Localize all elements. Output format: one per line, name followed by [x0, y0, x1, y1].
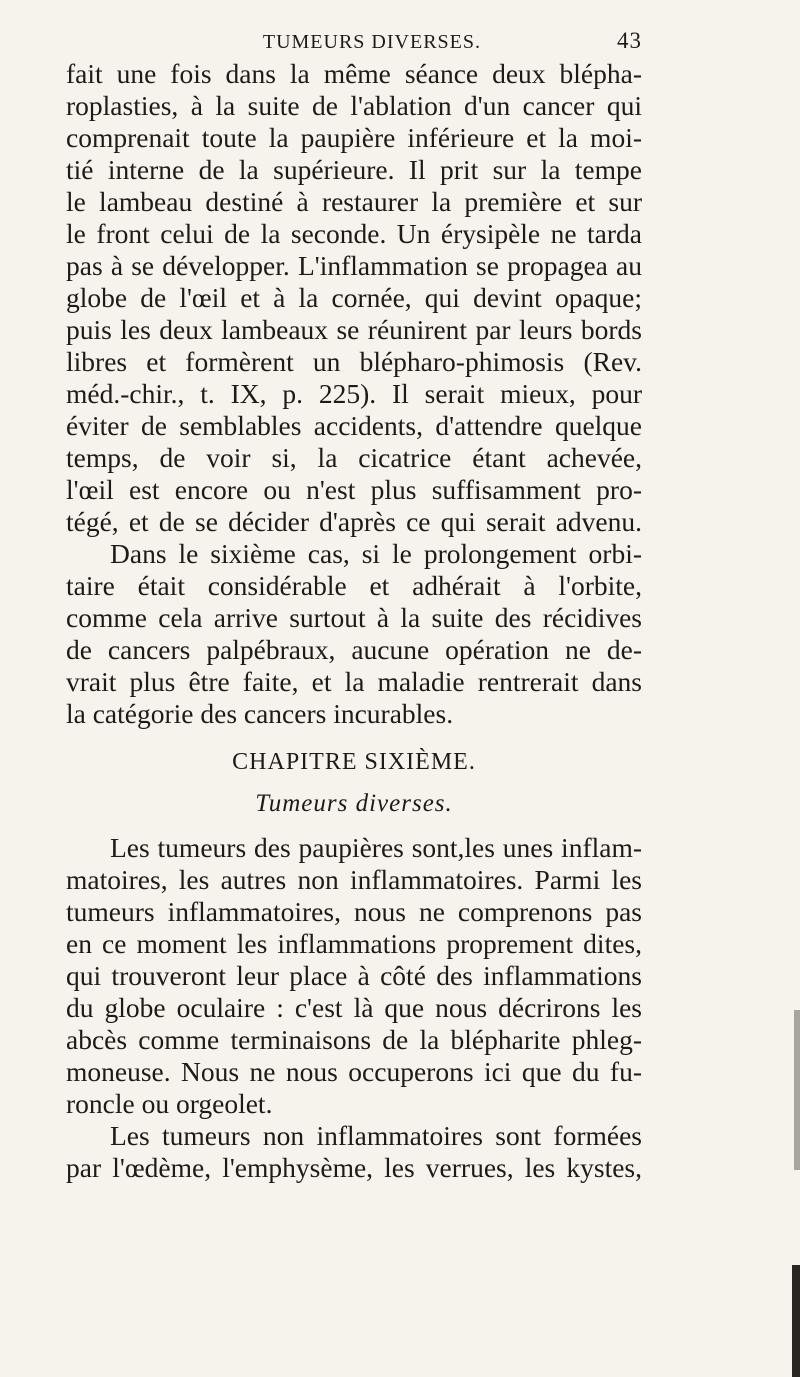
paragraph-sixth-case — [66, 538, 642, 730]
text-line: globe de l'œil et à la cornée, qui devint opaque; — [66, 282, 642, 313]
text-line: en ce moment les inflammations proprement dites, — [66, 928, 642, 959]
text-line: le lambeau destiné à restaurer la première et sur — [66, 186, 642, 217]
heading-spacer — [66, 822, 642, 832]
text-line: comme cela arrive surtout à la suite des récidives — [66, 602, 642, 633]
text-line: Les tumeurs non inflammatoires sont formées — [110, 1120, 642, 1151]
text-line: roncle ou orgeolet. — [66, 1088, 273, 1119]
text-line: éviter de semblables accidents, d'attendre quelque — [66, 410, 642, 441]
text-line: vrait plus être faite, et la maladie rentrerait dans — [66, 666, 642, 697]
text-line: fait une fois dans la même séance deux blépha- — [66, 58, 642, 89]
text-line: libres et formèrent un blépharo-phimosis (Rev. — [66, 346, 642, 377]
text-line: tumeurs inflammatoires, nous ne comprenons pas — [66, 896, 642, 927]
text-line: tié interne de la supérieure. Il prit sur la tempe — [66, 154, 642, 185]
text-line: la catégorie des cancers incurables. — [66, 698, 454, 729]
text-line: de cancers palpébraux, aucune opération ne de- — [66, 634, 642, 665]
running-head — [66, 28, 642, 58]
text-line: tégé, et de se décider d'après ce qui serait advenu. — [66, 506, 642, 537]
text-line: le front celui de la seconde. Un érysipèle ne tarda — [66, 218, 642, 249]
text-line: l'œil est encore ou n'est plus suffisamment pro- — [66, 474, 642, 505]
page-text — [66, 28, 642, 1184]
scan-edge — [792, 1265, 800, 1377]
text-line: roplasties, à la suite de l'ablation d'un cancer qui — [66, 90, 642, 121]
text-line: Les tumeurs des paupières sont,les unes inflam- — [110, 832, 642, 863]
paragraph-tumeurs — [66, 832, 642, 1120]
text-line: puis les deux lambeaux se réunirent par leurs bords — [66, 314, 642, 345]
text-line: temps, de voir si, la cicatrice étant achevée, — [66, 442, 642, 473]
paragraph-continued — [66, 58, 642, 538]
running-title: TUMEURS DIVERSES. — [262, 31, 481, 53]
text-line: par l'œdème, l'emphysème, les verrues, les kystes, — [66, 1152, 642, 1183]
text-line: taire était considérable et adhérait à l'orbite, — [66, 570, 642, 601]
text-line: pas à se développer. L'inflammation se propagea au — [66, 250, 642, 281]
page-number: 43 — [617, 28, 642, 53]
text-line: Dans le sixième cas, si le prolongement orbi- — [110, 538, 642, 569]
text-line: du globe oculaire : c'est là que nous décrirons les — [66, 992, 642, 1023]
chapter-subtitle: Tumeurs diverses. — [255, 790, 453, 817]
chapter-heading: CHAPITRE SIXIÈME. — [232, 749, 476, 775]
text-line: matoires, les autres non inflammatoires. Parmi les — [66, 864, 642, 895]
scan-shadow — [794, 1010, 800, 1170]
text-line: méd.-chir., t. IX, p. 225). Il serait mieux, pour — [66, 378, 642, 409]
text-line: moneuse. Nous ne nous occuperons ici que du fu- — [66, 1056, 642, 1087]
text-line: qui trouveront leur place à côté des inflammations — [66, 960, 642, 991]
text-line: abcès comme terminaisons de la blépharite phleg- — [66, 1024, 642, 1055]
text-line: comprenait toute la paupière inférieure et la moi- — [66, 122, 642, 153]
paragraph-non-inflammatoires — [66, 1120, 642, 1184]
